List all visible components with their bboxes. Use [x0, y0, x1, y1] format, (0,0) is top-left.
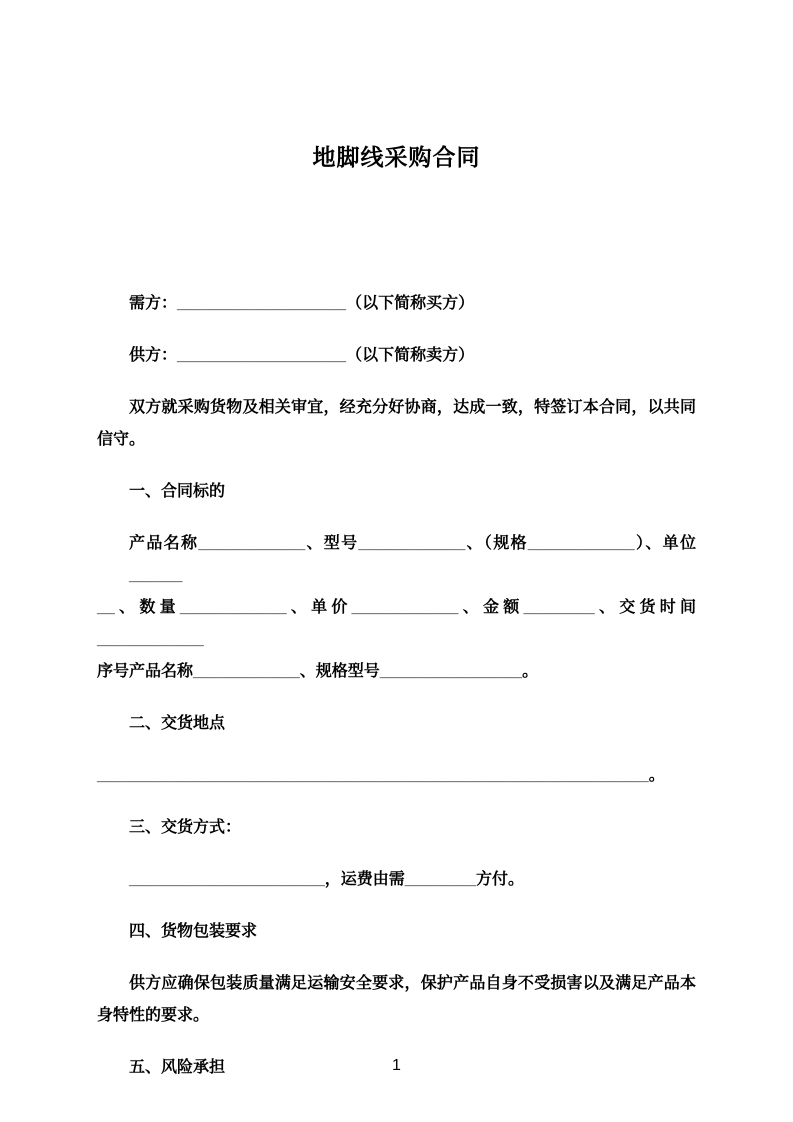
- section1-heading: 一、合同标的: [129, 483, 226, 500]
- document-title: 地脚线采购合同: [312, 144, 481, 170]
- section2-heading: 二、交货地点: [129, 715, 226, 732]
- seller-paragraph: [97, 340, 696, 372]
- section3-line-1: ______________________，运费由需________方付。: [129, 871, 524, 888]
- section4-line-2: 身特性的要求。: [97, 1007, 210, 1024]
- buyer-paragraph: [97, 288, 696, 320]
- section4-line-1: 供方应确保包装质量满足运输安全要求，保护产品自身不受损害以及满足产品本: [129, 975, 696, 992]
- section3-body-paragraph: [97, 864, 696, 896]
- intro-line-2: 信守。: [97, 431, 146, 448]
- section2-heading-paragraph: [97, 708, 696, 740]
- section4-body-paragraph: [97, 968, 696, 1032]
- section1-line-2: __、数量____________、单价____________、金额________、交货时间____________: [97, 599, 696, 648]
- section1-line-3: 序号产品名称____________、规格型号________________。: [97, 663, 539, 680]
- section1-body-paragraph: [97, 528, 696, 688]
- intro-paragraph: [97, 392, 696, 456]
- section2-body-paragraph: [97, 760, 696, 792]
- section2-blank-line: ______________________________________________________________。: [97, 767, 665, 784]
- seller-line: 供方：___________________（以下简称卖方）: [129, 347, 475, 364]
- section1-heading-paragraph: [97, 476, 696, 508]
- section1-line-1: 产品名称____________、型号____________、（规格____________）、单位______: [129, 535, 696, 584]
- section5-heading: 五、风险承担: [129, 1059, 226, 1076]
- page-number: 1: [392, 1057, 401, 1074]
- section4-heading: 四、货物包装要求: [129, 923, 258, 940]
- section3-heading: 三、交货方式：: [129, 819, 242, 836]
- section4-heading-paragraph: [97, 916, 696, 948]
- intro-line-1: 双方就采购货物及相关审宜，经充分好协商，达成一致，特签订本合同，以共同: [129, 399, 696, 416]
- buyer-line: 需方：___________________（以下简称买方）: [129, 295, 475, 312]
- section3-heading-paragraph: [97, 812, 696, 844]
